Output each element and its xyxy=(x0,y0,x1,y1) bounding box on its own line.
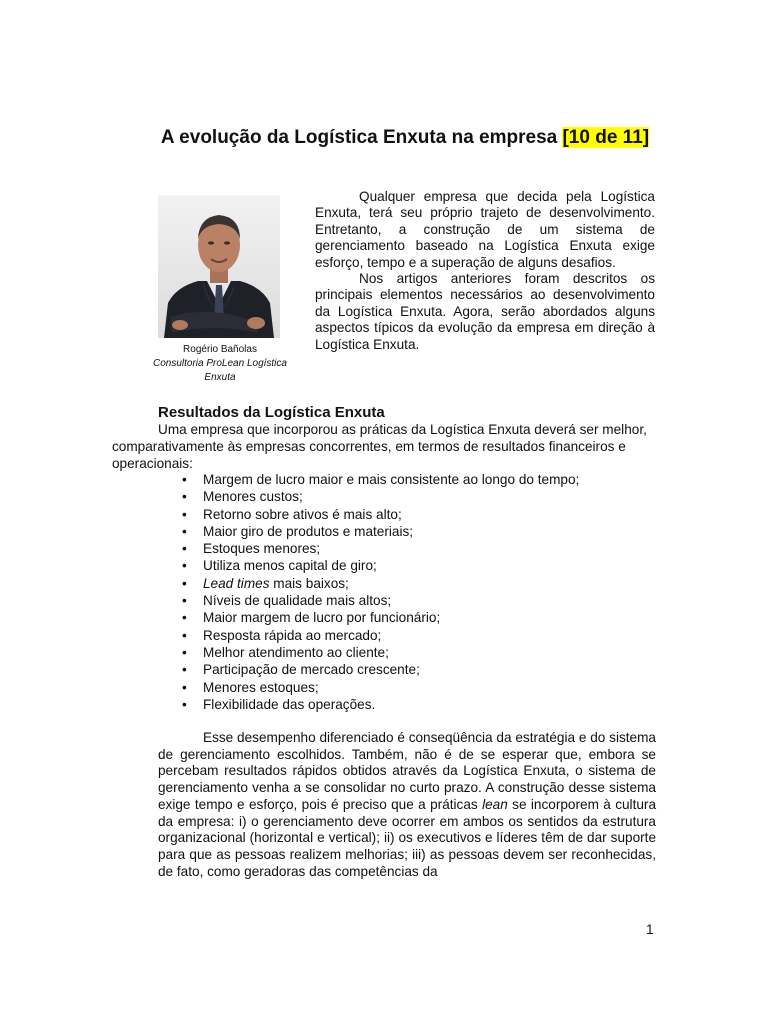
paragraph-text-a: Esse desempenho diferenciado é conseqüência da estratégia e do sistema de gerenciamento escolhidos. Também, não é de se esperar que, embora se percebam resultados rápidos obtidos através da Logística Enxuta, o sistema de gerenciamento venha a se consolidar no curto prazo. A construção desse sistema exige tempo e esforço, pois é preciso que a práticas xyxy=(158,730,656,812)
list-item: • Melhor atendimento ao cliente; xyxy=(180,644,579,661)
list-item: • Maior margem de lucro por funcionário; xyxy=(180,609,579,626)
paragraph-text-b: se incorporem à cultura da empresa: i) o gerenciamento deve ocorrer em ambos os sentidos da estrutura organizacional (horizontal e vertical); ii) os executivos e líderes têm de dar suporte para que as pessoas realizem melhorias; iii) as pessoas devem ser reconhecidas, de fato, como geradoras das competências da xyxy=(158,796,657,879)
list-item: • Flexibilidade das operações. xyxy=(180,696,579,713)
page-number: 1 xyxy=(646,922,654,937)
caption-organization: Consultoria ProLean Logística Enxuta xyxy=(153,358,287,383)
author-photo xyxy=(158,195,280,338)
list-item: • Maior giro de produtos e materiais; xyxy=(180,523,579,540)
list-item: • Retorno sobre ativos é mais alto; xyxy=(180,506,579,523)
title-text: A evolução da Logística Enxuta na empresa xyxy=(160,127,563,148)
intro-paragraph: Nos artigos anteriores foram descritos os principais elementos necessários ao desenvolvimento da Logística Enxuta. Agora, serão abordados alguns aspectos típicos da evolução da empresa em direção à Logística Enxuta. xyxy=(315,271,655,352)
results-text: Uma empresa que incorporou as práticas da Logística Enxuta deverá ser melhor, comparativamente às empresas concorrentes, em termos de resultados financeiros e operacionais: xyxy=(112,422,647,471)
list-item: • Margem de lucro maior e mais consistente ao longo do tempo; xyxy=(180,471,579,488)
list-item: • Utiliza menos capital de giro; xyxy=(180,557,579,574)
list-item: • Níveis de qualidade mais altos; xyxy=(180,592,579,609)
lean-italic: lean xyxy=(482,796,508,812)
list-item: • Estoques menores; xyxy=(180,540,579,557)
list-item xyxy=(180,575,579,592)
page-title xyxy=(150,126,660,150)
title-highlight: [10 de 11] xyxy=(562,127,650,148)
lead-times-italic: Lead times xyxy=(203,575,270,591)
caption-name: Rogério Bañolas xyxy=(183,344,257,355)
list-item: • Menores estoques; xyxy=(180,679,579,696)
section-heading: Resultados da Logística Enxuta xyxy=(158,404,385,421)
list-item: • Participação de mercado crescente; xyxy=(180,661,579,678)
intro-paragraph: Qualquer empresa que decida pela Logística Enxuta, terá seu próprio trajeto de desenvolvimento. Entretanto, a construção de um sistema de gerenciamento baseado na Logística Enxuta exige esforço, tempo e a superação de alguns desafios. xyxy=(315,189,655,270)
intro-text xyxy=(315,189,655,353)
photo-caption xyxy=(140,343,300,385)
list-item: • Resposta rápida ao mercado; xyxy=(180,627,579,644)
list-item: • Menores custos; xyxy=(180,488,579,505)
performance-paragraph xyxy=(158,730,656,880)
results-list xyxy=(180,471,579,713)
results-paragraph xyxy=(112,421,656,472)
lead-times-rest: mais baixos; xyxy=(269,575,349,591)
